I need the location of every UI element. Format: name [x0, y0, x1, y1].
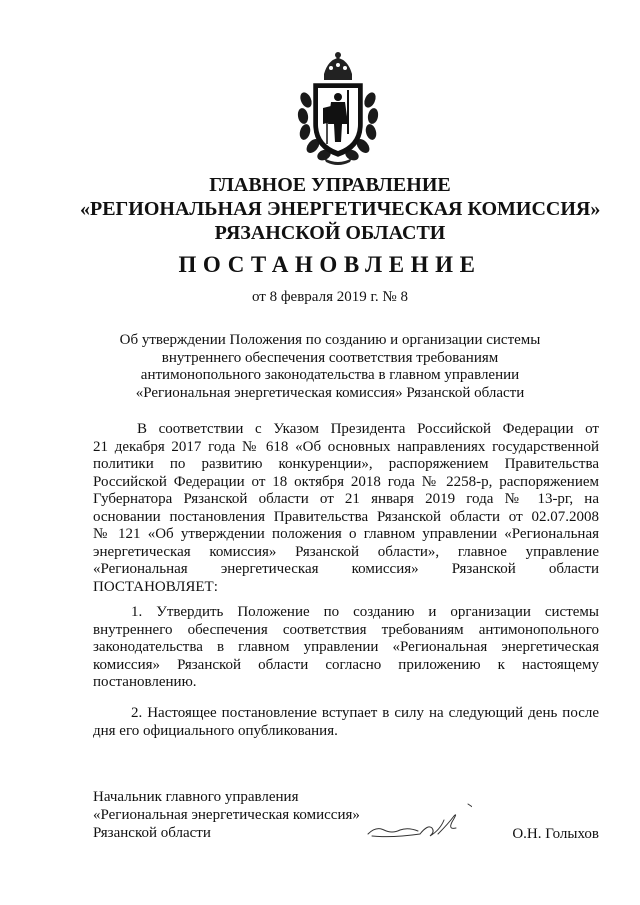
signatory-title	[93, 788, 360, 842]
subject-line: «Региональная энергетическая комиссия» Рязанской области	[135, 384, 525, 401]
coat-of-arms-icon	[294, 52, 382, 166]
signatory-name: О.Н. Голыхов	[512, 826, 599, 842]
text-line: законодательства в главном управлении «Региональная энергетическая	[93, 639, 599, 655]
organization-name	[80, 173, 601, 245]
item-2-paragraph	[93, 705, 599, 740]
document-date-number: от 8 февраля 2019 г. № 8	[251, 289, 408, 305]
text-line: внутреннего обеспечения соответствия требованиям антимонопольного	[93, 621, 599, 638]
text-line: 2. Настоящее постановление вступает в силу на следующий день после	[131, 705, 599, 721]
org-line: «РЕГИОНАЛЬНАЯ ЭНЕРГЕТИЧЕСКАЯ КОМИССИЯ»	[80, 198, 601, 220]
text-line: постановлению.	[93, 674, 197, 690]
subject-line: антимонопольного законодательства в главном управлении	[140, 367, 520, 383]
text-line: 1. Утвердить Положение по созданию и организации системы	[131, 604, 599, 620]
document-type: ПОСТАНОВЛЕНИЕ	[178, 252, 482, 277]
signatory-title-line: «Региональная энергетическая комиссия»	[93, 807, 360, 823]
text-line: энергетическая комиссия» Рязанской области», главное управление	[93, 543, 599, 560]
signatory-title-line: Начальник главного управления	[93, 789, 299, 805]
text-line: «Региональная энергетическая комиссия» Рязанской области	[93, 561, 599, 577]
text-line: 21 декабря 2017 года № 618 «Об основных направлениях государственной	[93, 438, 599, 455]
subject-line: внутреннего обеспечения соответствия требованиям	[161, 349, 499, 366]
item-1-paragraph	[93, 604, 599, 692]
document-subject	[80, 332, 580, 402]
text-line: № 121 «Об утверждении положения о главном управлении «Региональная	[93, 526, 599, 542]
text-line: политики по развитию конкуренции», распоряжением Правительства	[93, 456, 599, 472]
preamble-paragraph	[93, 421, 599, 596]
org-line: ГЛАВНОЕ УПРАВЛЕНИЕ	[209, 174, 451, 196]
subject-line: Об утверждении Положения по созданию и организации системы	[119, 332, 541, 348]
handwritten-signature	[362, 800, 472, 848]
text-line: В соответствии с Указом Президента Российской Федерации от	[137, 421, 599, 437]
signatory-title-line: Рязанской области	[93, 825, 211, 841]
text-line: Губернатора Рязанской области от 21 января 2019 года № 13-рг, на	[93, 491, 599, 507]
org-line: РЯЗАНСКОЙ ОБЛАСТИ	[214, 222, 446, 244]
text-line: Российской Федерации от 18 октября 2018 года № 2258-р, распоряжением	[93, 473, 599, 490]
text-line: ПОСТАНОВЛЯЕТ:	[93, 578, 218, 595]
text-line: комиссия» Рязанской области согласно приложению к настоящему	[93, 656, 599, 673]
text-line: основании постановления Правительства Рязанской области от 02.07.2008	[93, 508, 599, 525]
text-line: дня его официального опубликования.	[93, 722, 338, 739]
